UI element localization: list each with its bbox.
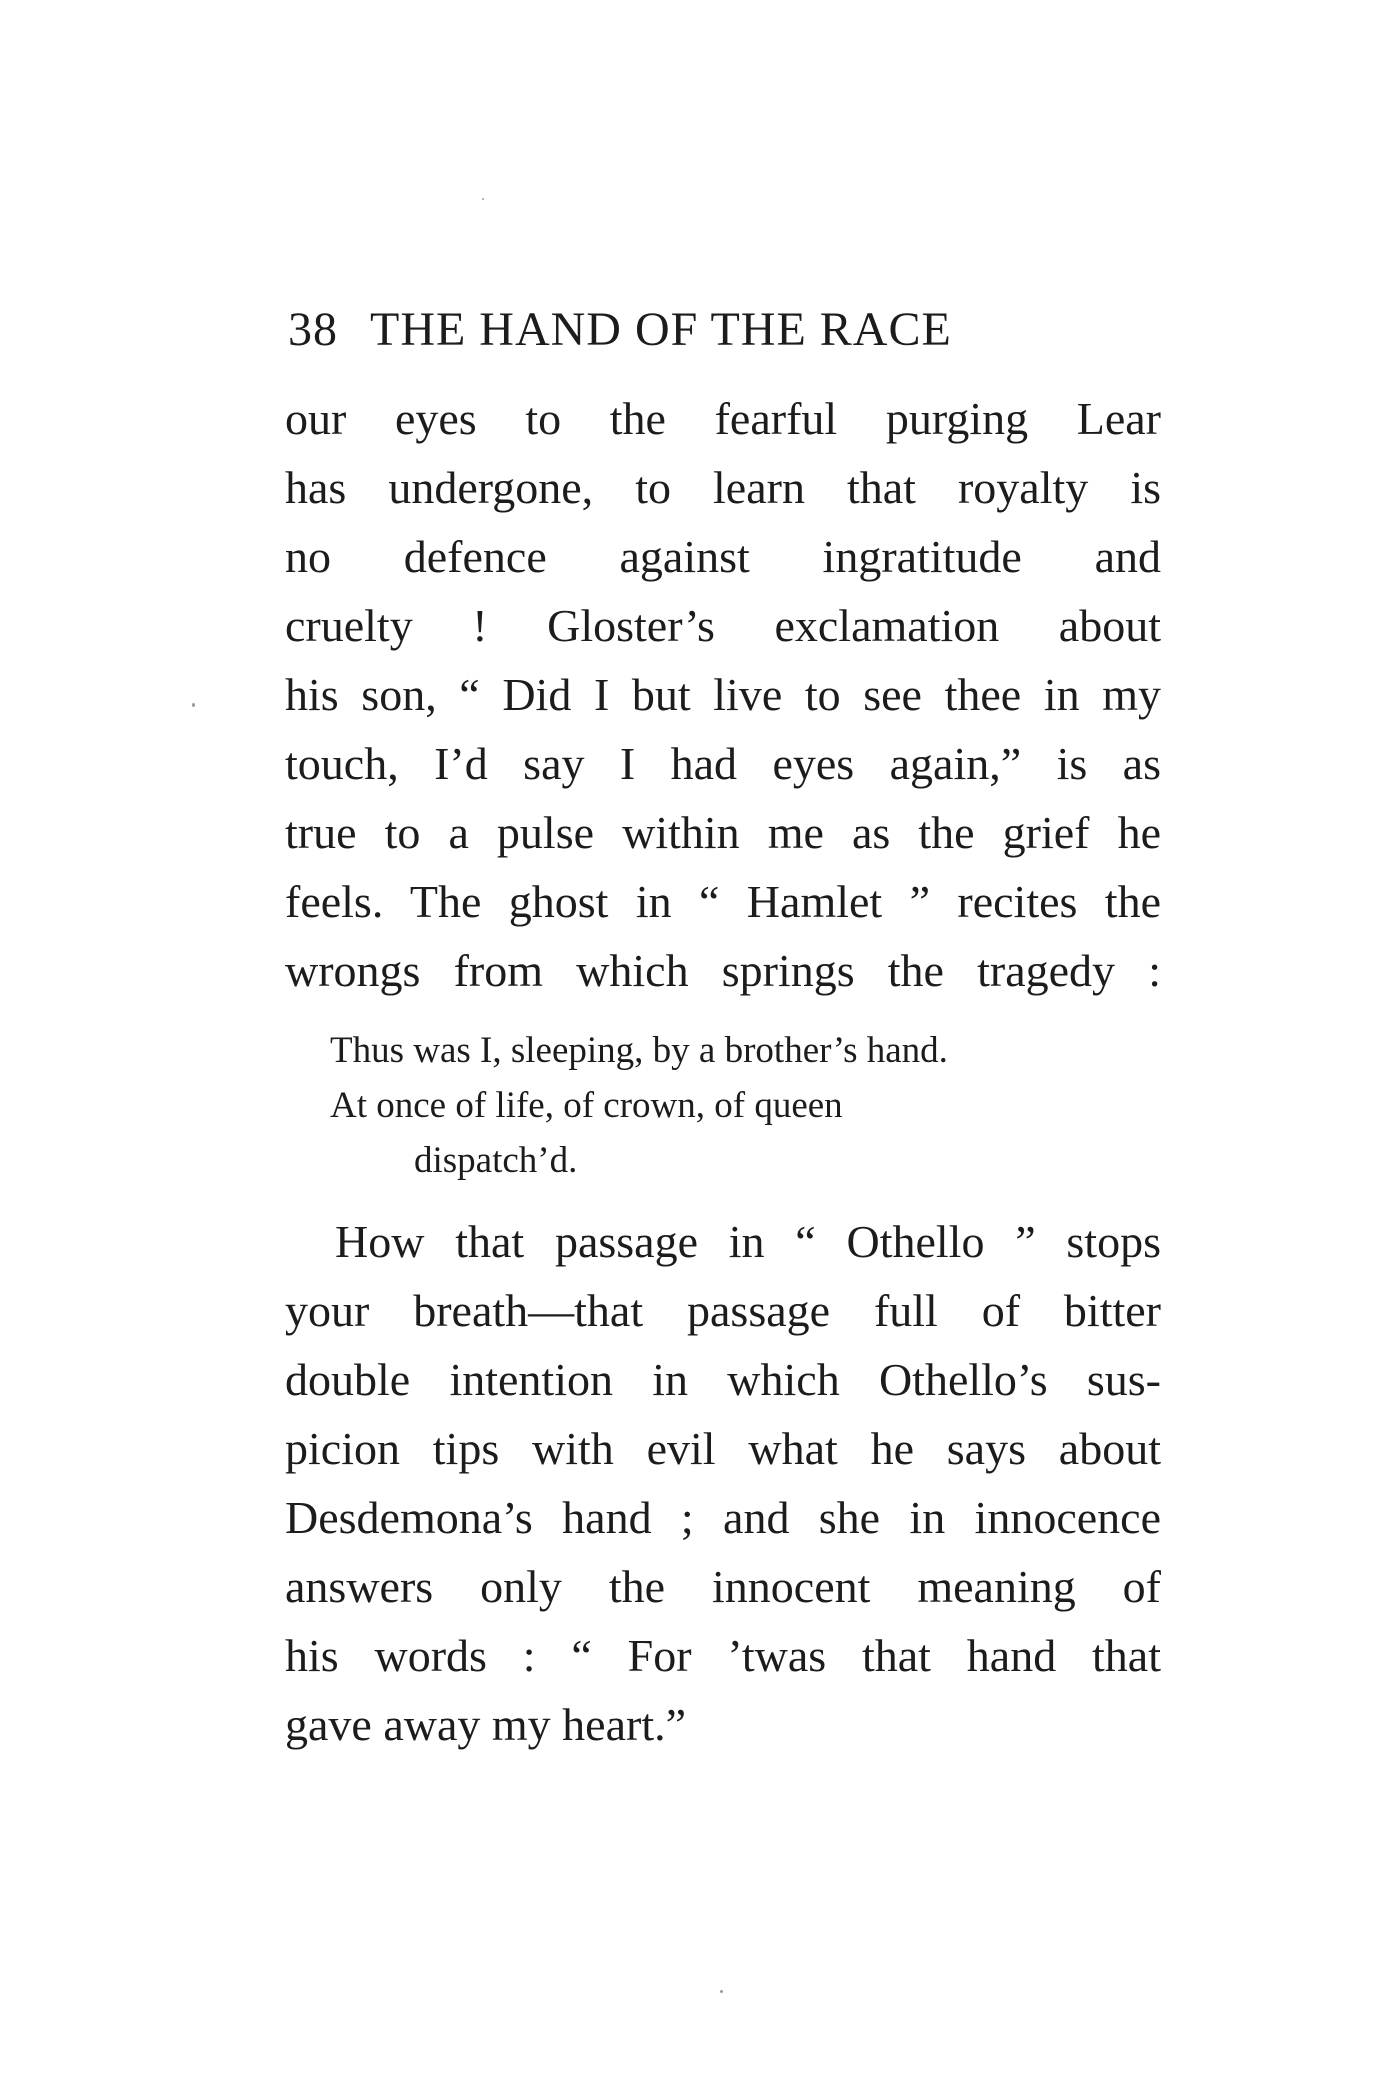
text-line: cruelty ! Gloster’s exclamation about xyxy=(285,600,1161,651)
verse-line: At once of life, of crown, of queen xyxy=(330,1085,843,1126)
running-title: THE HAND OF THE RACE xyxy=(370,303,952,356)
text-line: true to a pulse within me as the grief he xyxy=(285,807,1161,858)
verse-line: Thus was I, sleeping, by a brother’s hand. xyxy=(330,1030,948,1071)
text-line: double intention in which Othello’s sus- xyxy=(285,1354,1161,1405)
text-line: wrongs from which springs the tragedy : xyxy=(285,945,1161,996)
text-line: feels. The ghost in “ Hamlet ” recites the xyxy=(285,876,1161,927)
paragraph-2 xyxy=(285,1207,1161,1759)
text-line: picion tips with evil what he says about xyxy=(285,1423,1161,1474)
text-line: his son, “ Did I but live to see thee in my xyxy=(285,669,1161,720)
page-number: 38 xyxy=(288,303,338,356)
text-line: How that passage in “ Othello ” stops xyxy=(335,1216,1161,1267)
paper-speck xyxy=(720,1990,723,1993)
text-line: your breath—that passage full of bitter xyxy=(285,1285,1161,1336)
text-line: Desdemona’s hand ; and she in innocence xyxy=(285,1492,1161,1543)
verse-quotation xyxy=(330,1023,1150,1188)
paper-speck xyxy=(192,703,195,707)
text-line: no defence against ingratitude and xyxy=(285,531,1161,582)
text-line: his words : “ For ’twas that hand that xyxy=(285,1630,1161,1681)
text-line: gave away my heart.” xyxy=(285,1699,687,1750)
text-line: answers only the innocent meaning of xyxy=(285,1561,1161,1612)
verse-line-turnover: dispatch’d. xyxy=(414,1140,578,1181)
paper-speck xyxy=(482,198,484,200)
text-line: touch, I’d say I had eyes again,” is as xyxy=(285,738,1161,789)
text-line: has undergone, to learn that royalty is xyxy=(285,462,1161,513)
paragraph-1 xyxy=(285,384,1161,1005)
running-header xyxy=(288,302,1168,358)
text-line: our eyes to the fearful purging Lear xyxy=(285,393,1161,444)
